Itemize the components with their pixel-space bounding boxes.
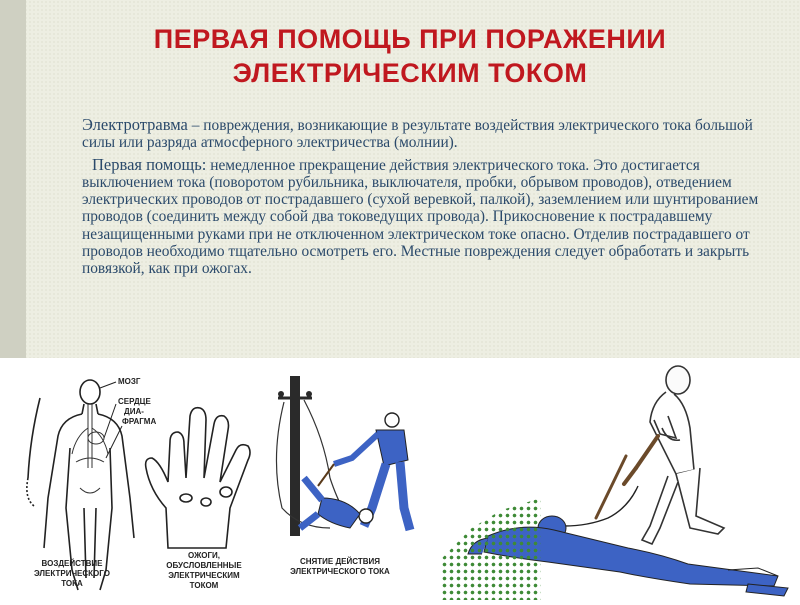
- label-diaphragm-1: ДИА-: [124, 407, 144, 416]
- label-brain: МОЗГ: [118, 377, 141, 386]
- body-nerve-paths: [72, 404, 108, 493]
- first-aid-illustrations: [0, 358, 428, 600]
- rescue-scene-figure: [276, 376, 410, 536]
- standing-rescuer: [642, 366, 724, 544]
- wooden-stick: [636, 436, 658, 468]
- slide-left-stripe: [0, 0, 26, 360]
- definition-electrotrauma: – повреждения, возникающие в результате воздействия электрического тока большой силы или разряда атмосферного электричества (молнии).: [82, 117, 753, 152]
- caption-electric-effect: [34, 559, 110, 588]
- svg-text:ЭЛЕКТРИЧЕСКОГО ТОКА: ЭЛЕКТРИЧЕСКОГО ТОКА: [290, 567, 390, 576]
- description-first-aid: немедленное прекращение действия электрического тока. Это достигается выключением тока (поворотом рубильника, выключателя, пробки, обрывом проводов), отведением электрических проводов от пострадавшего (сухой веревкой, палкой), заземлением или шунтированием проводов (соединить между собой два токоведущих провода). Прикосновение к пострадавшему незащищенными руками при не отключенном электрическом токе опасно. Отделив пострадавшего от проводов необходимо тщательно осмотреть его. Местные повреждения следует обработать и закрыть повязкой, как при ожогах.: [82, 156, 759, 278]
- svg-text:ТОКА: ТОКА: [61, 579, 83, 588]
- svg-text:ОЖОГИ,: ОЖОГИ,: [188, 551, 220, 560]
- caption-current-removal: [290, 557, 390, 576]
- slide-body-text: [82, 116, 762, 278]
- paragraph-electrotrauma: [82, 116, 762, 152]
- term-first-aid: Первая помощь:: [92, 154, 207, 174]
- label-heart: СЕРДЦЕ: [118, 397, 151, 406]
- label-diaphragm-2: ФРАГМА: [122, 417, 157, 426]
- paragraph-first-aid: [82, 156, 762, 278]
- svg-text:ОБУСЛОВЛЕННЫЕ: ОБУСЛОВЛЕННЫЕ: [166, 561, 242, 570]
- slide-title-line-2: ЭЛЕКТРИЧЕСКИМ ТОКОМ: [232, 58, 588, 88]
- burned-hand-figure: [146, 408, 250, 548]
- svg-text:ЭЛЕКТРИЧЕСКИМ: ЭЛЕКТРИЧЕСКИМ: [168, 571, 240, 580]
- slide-title: [60, 22, 760, 90]
- slide-title-line-1: ПЕРВАЯ ПОМОЩЬ ПРИ ПОРАЖЕНИИ: [153, 24, 667, 54]
- svg-text:ВОЗДЕЙСТВИЕ: ВОЗДЕЙСТВИЕ: [41, 559, 103, 568]
- illustration-panel-left: [0, 358, 428, 600]
- caption-electric-burns: [166, 551, 242, 590]
- svg-text:СНЯТИЕ ДЕЙСТВИЯ: СНЯТИЕ ДЕЙСТВИЯ: [299, 557, 381, 566]
- svg-text:ТОКОМ: ТОКОМ: [189, 581, 219, 590]
- svg-text:ЭЛЕКТРИЧЕСКОГО: ЭЛЕКТРИЧЕСКОГО: [34, 569, 110, 578]
- term-electrotrauma: Электротравма: [82, 115, 188, 134]
